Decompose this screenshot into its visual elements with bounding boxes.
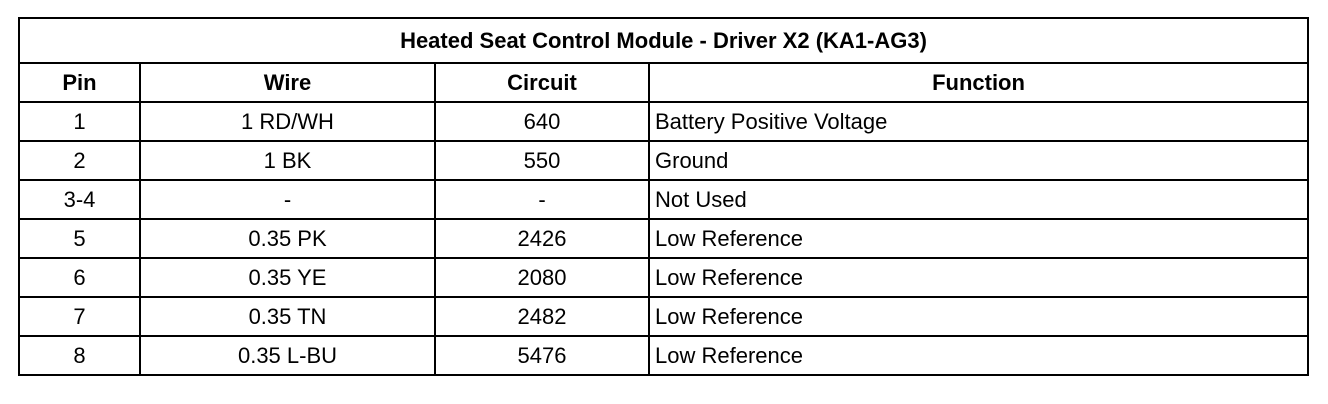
header-function: Function bbox=[649, 63, 1308, 102]
function-cell: Battery Positive Voltage bbox=[649, 102, 1308, 141]
circuit-cell: 5476 bbox=[435, 336, 649, 375]
wire-cell: 0.35 L-BU bbox=[140, 336, 435, 375]
function-cell: Not Used bbox=[649, 180, 1308, 219]
function-cell: Ground bbox=[649, 141, 1308, 180]
table-row bbox=[19, 102, 1308, 141]
circuit-cell: 640 bbox=[435, 102, 649, 141]
header-wire: Wire bbox=[140, 63, 435, 102]
wire-cell: 0.35 TN bbox=[140, 297, 435, 336]
function-cell: Low Reference bbox=[649, 336, 1308, 375]
table-row bbox=[19, 219, 1308, 258]
pin-cell: 2 bbox=[19, 141, 140, 180]
function-cell: Low Reference bbox=[649, 219, 1308, 258]
title-row bbox=[19, 18, 1308, 63]
header-circuit: Circuit bbox=[435, 63, 649, 102]
pin-cell: 5 bbox=[19, 219, 140, 258]
wire-cell: - bbox=[140, 180, 435, 219]
table-row bbox=[19, 336, 1308, 375]
circuit-cell: 2426 bbox=[435, 219, 649, 258]
table-row bbox=[19, 180, 1308, 219]
pin-cell: 6 bbox=[19, 258, 140, 297]
table-row bbox=[19, 297, 1308, 336]
pin-cell: 8 bbox=[19, 336, 140, 375]
pin-cell: 7 bbox=[19, 297, 140, 336]
header-pin: Pin bbox=[19, 63, 140, 102]
function-cell: Low Reference bbox=[649, 258, 1308, 297]
connector-pinout-table bbox=[18, 17, 1309, 376]
circuit-cell: - bbox=[435, 180, 649, 219]
circuit-cell: 550 bbox=[435, 141, 649, 180]
table-row bbox=[19, 141, 1308, 180]
function-cell: Low Reference bbox=[649, 297, 1308, 336]
table-row bbox=[19, 258, 1308, 297]
wire-cell: 0.35 YE bbox=[140, 258, 435, 297]
circuit-cell: 2482 bbox=[435, 297, 649, 336]
pin-cell: 3-4 bbox=[19, 180, 140, 219]
header-row bbox=[19, 63, 1308, 102]
wire-cell: 1 RD/WH bbox=[140, 102, 435, 141]
circuit-cell: 2080 bbox=[435, 258, 649, 297]
wire-cell: 0.35 PK bbox=[140, 219, 435, 258]
pin-cell: 1 bbox=[19, 102, 140, 141]
table-title: Heated Seat Control Module - Driver X2 (KA1-AG3) bbox=[19, 18, 1308, 63]
wire-cell: 1 BK bbox=[140, 141, 435, 180]
